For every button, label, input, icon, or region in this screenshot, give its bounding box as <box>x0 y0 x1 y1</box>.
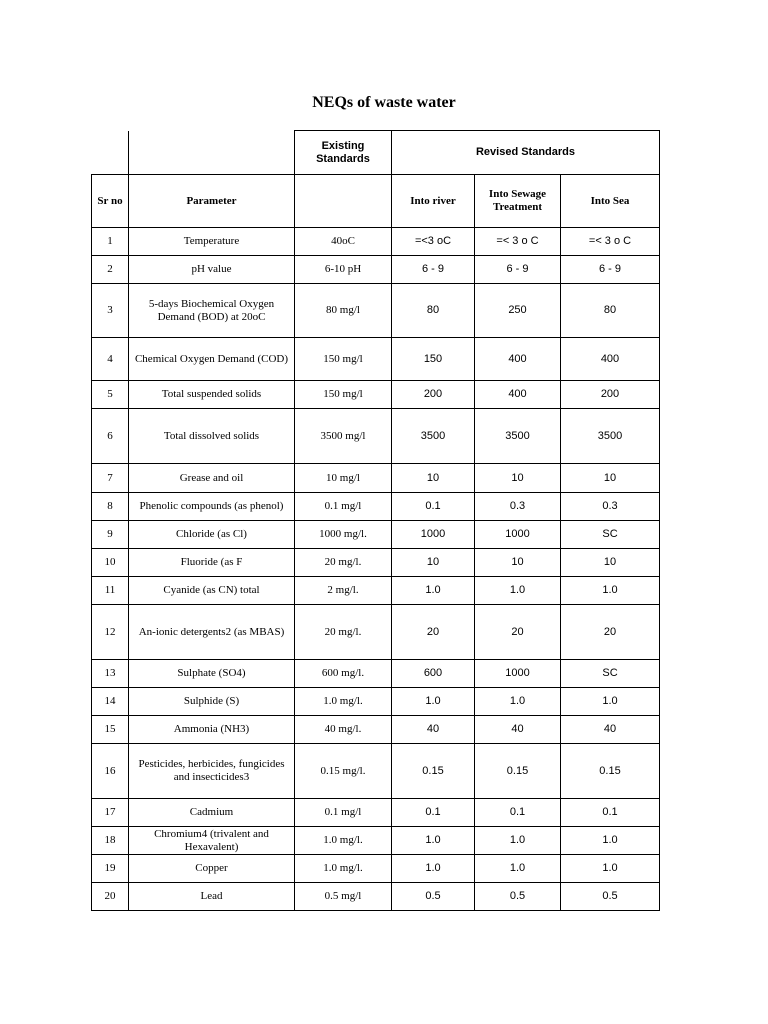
into-sewage-cell: 0.3 <box>475 493 561 521</box>
table-row <box>92 409 660 464</box>
into-sea-cell: 1.0 <box>561 688 660 716</box>
existing-standard-cell: 150 mg/l <box>295 381 392 409</box>
into-river-cell: 40 <box>392 716 475 744</box>
sr-cell: 5 <box>92 381 129 409</box>
existing-standard-cell: 20 mg/l. <box>295 549 392 577</box>
sr-cell: 7 <box>92 464 129 493</box>
sr-cell: 6 <box>92 409 129 464</box>
page-title: NEQs of waste water <box>312 94 456 111</box>
sr-cell: 17 <box>92 799 129 827</box>
into-sewage-cell: 250 <box>475 284 561 338</box>
parameter-cell: Ammonia (NH3) <box>129 716 295 744</box>
table-row <box>92 493 660 521</box>
parameter-cell: Fluoride (as F <box>129 549 295 577</box>
existing-standard-cell: 3500 mg/l <box>295 409 392 464</box>
into-sea-cell: 0.1 <box>561 799 660 827</box>
table-row <box>92 284 660 338</box>
into-sewage-cell: 1.0 <box>475 827 561 855</box>
into-river-cell: 0.1 <box>392 493 475 521</box>
into-river-cell: 0.15 <box>392 744 475 799</box>
into-river-cell: 3500 <box>392 409 475 464</box>
into-river-cell: 200 <box>392 381 475 409</box>
existing-standard-cell: 150 mg/l <box>295 338 392 381</box>
into-river-cell: 80 <box>392 284 475 338</box>
into-sewage-cell: 40 <box>475 716 561 744</box>
table-row <box>92 744 660 799</box>
into-sewage-cell: 20 <box>475 605 561 660</box>
table-row <box>92 577 660 605</box>
existing-standard-cell: 2 mg/l. <box>295 577 392 605</box>
parameter-cell: Copper <box>129 855 295 883</box>
sr-cell: 18 <box>92 827 129 855</box>
existing-standard-cell: 1000 mg/l. <box>295 521 392 549</box>
into-sea-cell: 1.0 <box>561 827 660 855</box>
table-row <box>92 660 660 688</box>
into-sea-cell: 1.0 <box>561 577 660 605</box>
parameter-cell: Chromium4 (trivalent and Hexavalent) <box>129 827 295 855</box>
into-sewage-cell: =< 3 o C <box>475 228 561 256</box>
parameter-cell: An-ionic detergents2 (as MBAS) <box>129 605 295 660</box>
header-existing-standards: Existing Standards <box>295 131 392 175</box>
into-sewage-cell: 0.1 <box>475 799 561 827</box>
sr-cell: 4 <box>92 338 129 381</box>
existing-standard-cell: 0.5 mg/l <box>295 883 392 911</box>
table-row <box>92 228 660 256</box>
existing-standard-cell: 1.0 mg/l. <box>295 688 392 716</box>
header-revised-standards: Revised Standards <box>392 131 660 175</box>
into-river-cell: 1.0 <box>392 688 475 716</box>
into-sea-cell: 0.15 <box>561 744 660 799</box>
parameter-cell: Chemical Oxygen Demand (COD) <box>129 338 295 381</box>
table-row <box>92 855 660 883</box>
sr-cell: 2 <box>92 256 129 284</box>
sr-cell: 9 <box>92 521 129 549</box>
existing-standard-cell: 6-10 pH <box>295 256 392 284</box>
sr-cell: 12 <box>92 605 129 660</box>
into-sea-cell: 80 <box>561 284 660 338</box>
into-sewage-cell: 6 - 9 <box>475 256 561 284</box>
into-sea-cell: 40 <box>561 716 660 744</box>
parameter-cell: pH value <box>129 256 295 284</box>
into-river-cell: 10 <box>392 464 475 493</box>
into-sea-cell: 20 <box>561 605 660 660</box>
sr-cell: 20 <box>92 883 129 911</box>
header-existing-empty <box>295 175 392 228</box>
table-row <box>92 827 660 855</box>
into-sewage-cell: 1.0 <box>475 577 561 605</box>
into-river-cell: 150 <box>392 338 475 381</box>
sr-cell: 13 <box>92 660 129 688</box>
into-river-cell: 6 - 9 <box>392 256 475 284</box>
sr-cell: 8 <box>92 493 129 521</box>
existing-standard-cell: 600 mg/l. <box>295 660 392 688</box>
header-row-1 <box>92 131 660 175</box>
header-into-river: Into river <box>392 175 475 228</box>
sr-cell: 11 <box>92 577 129 605</box>
header-blank-cell <box>92 131 129 175</box>
table-row <box>92 716 660 744</box>
into-sewage-cell: 400 <box>475 381 561 409</box>
parameter-cell: Grease and oil <box>129 464 295 493</box>
table-row <box>92 338 660 381</box>
table-row <box>92 464 660 493</box>
table-row <box>92 549 660 577</box>
into-sea-cell: 1.0 <box>561 855 660 883</box>
table-row <box>92 256 660 284</box>
into-river-cell: 600 <box>392 660 475 688</box>
existing-standard-cell: 1.0 mg/l. <box>295 855 392 883</box>
parameter-cell: Sulphide (S) <box>129 688 295 716</box>
into-sea-cell: SC <box>561 660 660 688</box>
header-into-sea: Into Sea <box>561 175 660 228</box>
sr-cell: 1 <box>92 228 129 256</box>
into-sea-cell: 0.3 <box>561 493 660 521</box>
into-sewage-cell: 1.0 <box>475 855 561 883</box>
into-sea-cell: 10 <box>561 464 660 493</box>
into-sewage-cell: 0.15 <box>475 744 561 799</box>
header-sr-no: Sr no <box>92 175 129 228</box>
into-sewage-cell: 10 <box>475 549 561 577</box>
into-sea-cell: 6 - 9 <box>561 256 660 284</box>
into-sea-cell: 3500 <box>561 409 660 464</box>
into-sea-cell: SC <box>561 521 660 549</box>
table-row <box>92 605 660 660</box>
parameter-cell: Lead <box>129 883 295 911</box>
table-row <box>92 799 660 827</box>
parameter-cell: Total suspended solids <box>129 381 295 409</box>
parameter-cell: Chloride (as Cl) <box>129 521 295 549</box>
into-river-cell: 1.0 <box>392 855 475 883</box>
existing-standard-cell: 0.1 mg/l <box>295 493 392 521</box>
parameter-cell: Total dissolved solids <box>129 409 295 464</box>
sr-cell: 14 <box>92 688 129 716</box>
existing-standard-cell: 80 mg/l <box>295 284 392 338</box>
parameter-cell: Temperature <box>129 228 295 256</box>
into-river-cell: 1.0 <box>392 577 475 605</box>
into-sea-cell: 400 <box>561 338 660 381</box>
into-river-cell: 0.1 <box>392 799 475 827</box>
into-river-cell: 20 <box>392 605 475 660</box>
header-parameter: Parameter <box>129 175 295 228</box>
into-river-cell: =<3 oC <box>392 228 475 256</box>
into-sea-cell: 10 <box>561 549 660 577</box>
existing-standard-cell: 40 mg/l. <box>295 716 392 744</box>
into-river-cell: 0.5 <box>392 883 475 911</box>
existing-standard-cell: 20 mg/l. <box>295 605 392 660</box>
parameter-cell: Sulphate (SO4) <box>129 660 295 688</box>
into-sewage-cell: 1000 <box>475 521 561 549</box>
sr-cell: 10 <box>92 549 129 577</box>
table-row <box>92 381 660 409</box>
into-sea-cell: =< 3 o C <box>561 228 660 256</box>
existing-standard-cell: 1.0 mg/l. <box>295 827 392 855</box>
existing-standard-cell: 10 mg/l <box>295 464 392 493</box>
table-row <box>92 688 660 716</box>
sr-cell: 3 <box>92 284 129 338</box>
existing-standard-cell: 0.15 mg/l. <box>295 744 392 799</box>
into-sewage-cell: 1000 <box>475 660 561 688</box>
sr-cell: 19 <box>92 855 129 883</box>
into-sea-cell: 200 <box>561 381 660 409</box>
sr-cell: 16 <box>92 744 129 799</box>
parameter-cell: Pesticides, herbicides, fungicides and insecticides3 <box>129 744 295 799</box>
table-row <box>92 521 660 549</box>
table-row <box>92 883 660 911</box>
header-blank-cell <box>129 131 295 175</box>
into-river-cell: 1.0 <box>392 827 475 855</box>
sr-cell: 15 <box>92 716 129 744</box>
into-sea-cell: 0.5 <box>561 883 660 911</box>
into-sewage-cell: 1.0 <box>475 688 561 716</box>
header-row-2 <box>92 175 660 228</box>
parameter-cell: Cyanide (as CN) total <box>129 577 295 605</box>
into-river-cell: 1000 <box>392 521 475 549</box>
header-into-sewage: Into Sewage Treatment <box>475 175 561 228</box>
into-sewage-cell: 3500 <box>475 409 561 464</box>
into-sewage-cell: 400 <box>475 338 561 381</box>
into-sewage-cell: 10 <box>475 464 561 493</box>
parameter-cell: Phenolic compounds (as phenol) <box>129 493 295 521</box>
existing-standard-cell: 0.1 mg/l <box>295 799 392 827</box>
into-sewage-cell: 0.5 <box>475 883 561 911</box>
into-river-cell: 10 <box>392 549 475 577</box>
parameter-cell: Cadmium <box>129 799 295 827</box>
parameter-cell: 5-days Biochemical Oxygen Demand (BOD) at 20oC <box>129 284 295 338</box>
existing-standard-cell: 40oC <box>295 228 392 256</box>
neq-table <box>91 130 660 911</box>
